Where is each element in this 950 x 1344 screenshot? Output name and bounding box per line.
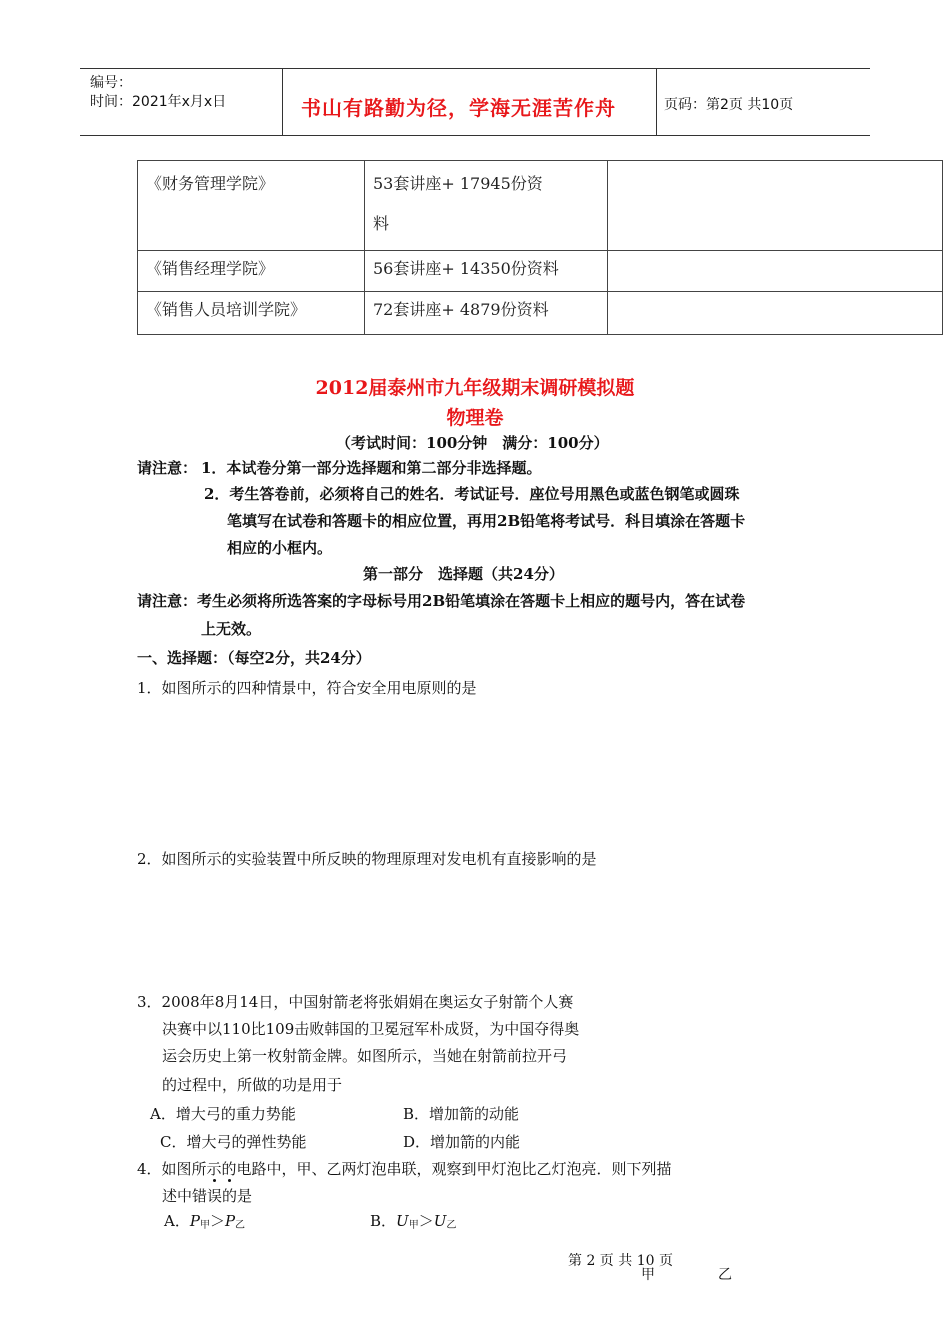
power-symbol: P — [189, 1212, 200, 1230]
question-1: 1．如图所示的四种情景中，符合安全用电原则的是 — [137, 679, 477, 697]
header-motto: 书山有路勤为径，学海无涯苦作舟 — [301, 96, 616, 120]
header-top-rule — [80, 68, 870, 69]
table-cell-content-line1: 72套讲座+ 4879份资料 — [373, 300, 549, 319]
section1-heading: 一、选择题：（每空2分，共24分） — [137, 649, 371, 667]
table-row — [138, 292, 943, 335]
table-row — [138, 251, 943, 292]
notice-item-1: 1．本试卷分第一部分选择题和第二部分非选择题。 — [201, 459, 542, 477]
header-divider-left — [282, 68, 283, 136]
question-3-option-a: A．增大弓的重力势能 — [150, 1105, 296, 1123]
question-4-option-b — [370, 1210, 456, 1231]
subscript-jia: 甲 — [199, 1220, 210, 1231]
header-page-number: 页码：第2页 共10页 — [664, 97, 794, 113]
voltage-symbol: U — [433, 1212, 447, 1230]
table-cell-extra — [608, 161, 943, 251]
circuit-label-jia: 甲 — [641, 1267, 655, 1283]
part1-notice-line1: 请注意：考生必须将所选答案的字母标号用2B铅笔填涂在答题卡上相应的题号内，答在试卷 — [137, 592, 746, 610]
header-date: 时间：2021年x月x日 — [90, 94, 227, 110]
table-cell-content — [365, 161, 608, 251]
header-bottom-rule — [80, 135, 870, 136]
table-cell-content-line2: 料 — [373, 214, 390, 233]
question-3-option-c: C．增大弓的弹性势能 — [160, 1133, 307, 1151]
table-cell-name-text: 《销售经理学院》 — [146, 259, 275, 278]
notice-item-2-line2: 笔填写在试卷和答题卡的相应位置，再用2B铅笔将考试号．科目填涂在答题卡 — [227, 512, 746, 530]
notice-label: 请注意： — [137, 459, 198, 477]
question-4-line1: 4．如图所示的电路中，甲、乙两灯泡串联，观察到甲灯泡比乙灯泡亮．则下列描 — [137, 1160, 672, 1178]
table-cell-name-text: 《财务管理学院》 — [146, 174, 275, 193]
question-3-line3: 运会历史上第一枚射箭金牌。如图所示，当她在射箭前拉开弓 — [162, 1047, 568, 1065]
header-divider-right — [656, 68, 657, 136]
notice-item-2-line3: 相应的小框内。 — [227, 539, 333, 557]
exam-subtitle: 物理卷 — [446, 407, 504, 429]
question-4-line2: 述中错误的是 — [162, 1187, 253, 1205]
table-cell-content — [365, 251, 608, 292]
table-cell-extra — [608, 251, 943, 292]
header-number-label: 编号： — [90, 75, 132, 91]
exam-title: 2012届泰州市九年级期末调研模拟题 — [315, 377, 635, 399]
option-b-prefix: B． — [370, 1212, 397, 1230]
voltage-symbol: U — [396, 1212, 409, 1230]
option-a-prefix: A． — [164, 1212, 190, 1230]
part1-heading: 第一部分 选择题（共24分） — [363, 565, 564, 583]
greater-than-sign: ＞ — [418, 1212, 434, 1230]
table-cell-extra — [608, 292, 943, 335]
subscript-yi: 乙 — [235, 1220, 246, 1231]
table-cell-content-line1: 56套讲座+ 14350份资料 — [373, 259, 559, 278]
question-3-option-b: B．增加箭的动能 — [403, 1105, 520, 1123]
emphasis-dot — [228, 1179, 231, 1182]
table-cell-content-line1: 53套讲座+ 17945份资 — [373, 174, 543, 193]
table-cell-name — [138, 292, 365, 335]
question-3-line4: 的过程中，所做的功是用于 — [162, 1076, 343, 1094]
subscript-jia: 甲 — [408, 1220, 419, 1231]
notice-item-2-line1: 2．考生答卷前，必须将自己的姓名．考试证号．座位号用黑色或蓝色钢笔或圆珠 — [204, 485, 740, 503]
power-symbol: P — [224, 1212, 236, 1230]
exam-info: （考试时间：100分钟 满分：100分） — [336, 434, 609, 452]
table-cell-name — [138, 161, 365, 251]
circuit-label-yi: 乙 — [718, 1267, 732, 1283]
table-row — [138, 161, 943, 251]
question-2: 2．如图所示的实验装置中所反映的物理原理对发电机有直接影响的是 — [137, 850, 597, 868]
part1-notice-line2: 上无效。 — [201, 620, 262, 638]
resource-table — [137, 160, 943, 335]
greater-than-sign: ＞ — [209, 1212, 225, 1230]
table-cell-content — [365, 292, 608, 335]
subscript-yi: 乙 — [446, 1220, 457, 1231]
question-3-line2: 决赛中以110比109击败韩国的卫冕冠军朴成贤，为中国夺得奥 — [162, 1020, 580, 1038]
question-4-option-a — [164, 1210, 245, 1231]
footer-page-number: 第 2 页 共 10 页 — [568, 1253, 673, 1269]
question-3-option-d: D．增加箭的内能 — [403, 1133, 521, 1151]
emphasis-dot — [213, 1179, 216, 1182]
table-cell-name — [138, 251, 365, 292]
table-cell-name-text: 《销售人员培训学院》 — [146, 300, 307, 319]
question-3-line1: 3．2008年8月14日，中国射箭老将张娟娟在奥运女子射箭个人赛 — [137, 993, 574, 1011]
